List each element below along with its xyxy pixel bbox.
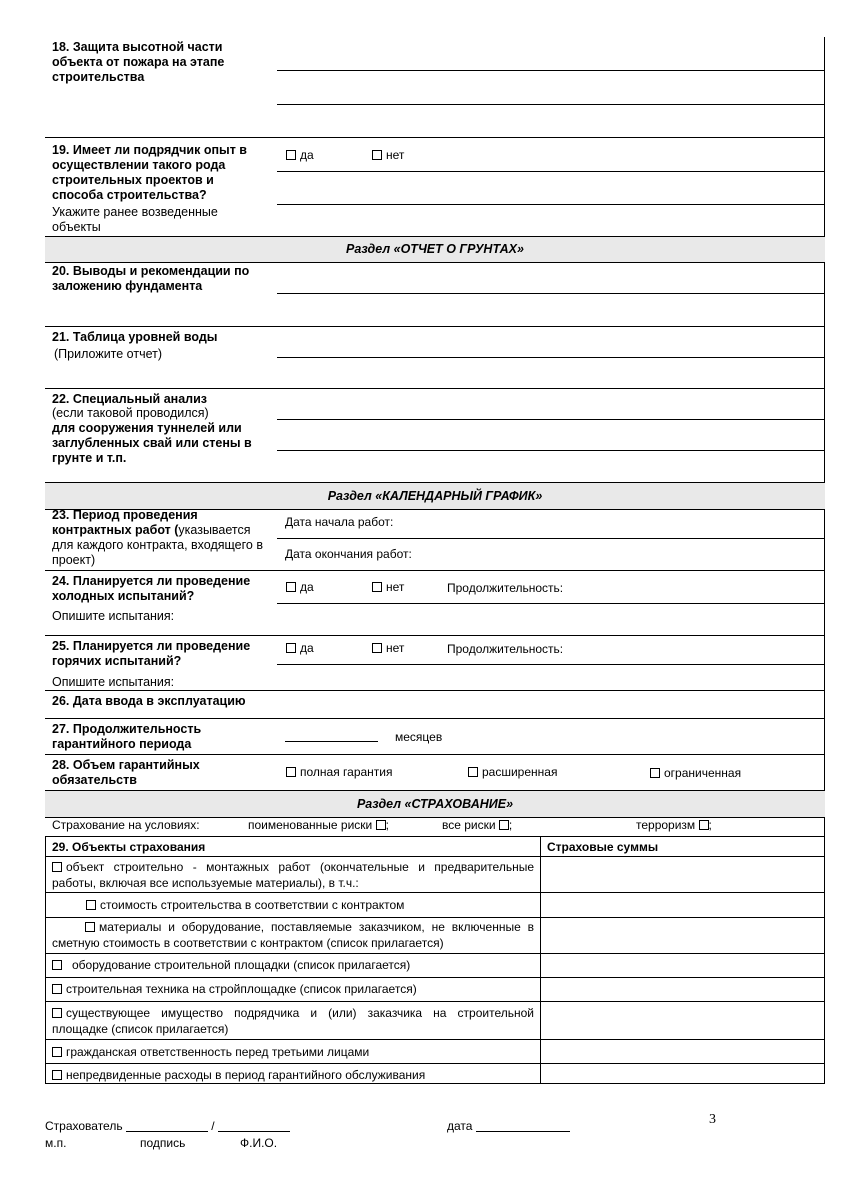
q22-title: 22. Специальный анализ xyxy=(52,392,207,406)
q19-title: 19. Имеет ли подрядчик опыт в осуществлении такого рода строительных проектов и способа строительства? xyxy=(52,143,247,202)
q27-answer-blank[interactable] xyxy=(285,741,378,742)
checkbox-icon[interactable] xyxy=(372,643,382,653)
checkbox-icon[interactable] xyxy=(86,900,96,910)
q23-divider xyxy=(277,538,824,539)
q24-title: 24. Планируется ли проведение холодных испытаний? xyxy=(52,574,251,603)
terms-all-risks[interactable]: все риски ; xyxy=(442,818,513,832)
row-divider xyxy=(45,690,824,691)
q27-unit: месяцев xyxy=(395,730,443,744)
q18-answer-line-2[interactable] xyxy=(277,104,824,105)
table-row[interactable]: непредвиденные расходы в период гарантийного обслуживания xyxy=(52,1067,534,1083)
table-row-divider xyxy=(45,977,825,978)
table-row[interactable]: материалы и оборудование, поставляемые заказчиком, не включенные в сметную стоимость в соответствии с контрактом (список прилагается) xyxy=(52,920,534,950)
checkbox-icon[interactable] xyxy=(286,150,296,160)
checkbox-icon[interactable] xyxy=(85,922,95,932)
terms-named-risks[interactable]: поименованные риски ; xyxy=(248,818,389,832)
table-row-divider xyxy=(45,1001,825,1002)
q21-sub: (Приложите отчет) xyxy=(54,347,163,361)
q26-title: 26. Дата ввода в эксплуатацию xyxy=(52,694,246,708)
q29-title: 29. Объекты страхования xyxy=(52,840,206,854)
q21-title: 21. Таблица уровней воды xyxy=(52,330,218,344)
q21-answer-line-1[interactable] xyxy=(277,357,824,358)
date-blank[interactable] xyxy=(476,1120,570,1132)
row-divider xyxy=(45,718,824,719)
checkbox-icon[interactable] xyxy=(52,1008,62,1018)
q24-sub: Опишите испытания: xyxy=(52,609,175,623)
row-divider xyxy=(45,635,824,636)
footer-date: дата xyxy=(447,1119,570,1134)
checkbox-icon[interactable] xyxy=(372,150,382,160)
table-row-divider xyxy=(45,1039,825,1040)
table-row-divider xyxy=(45,917,825,918)
checkbox-icon[interactable] xyxy=(699,820,709,830)
q25-sub: Опишите испытания: xyxy=(52,675,175,689)
table-row[interactable]: существующее имущество подрядчика и (или) заказчика на строительной площадке (список прилагается) xyxy=(52,1006,534,1036)
q25-no-option[interactable]: нет xyxy=(372,641,404,656)
checkbox-icon[interactable] xyxy=(376,820,386,830)
q19-no-option[interactable]: нет xyxy=(372,148,404,163)
table-row[interactable]: строительная техника на стройплощадке (список прилагается) xyxy=(52,981,534,997)
footer-sign-caption: подпись xyxy=(140,1136,186,1150)
q25-title: 25. Планируется ли проведение горячих испытаний? xyxy=(52,639,251,668)
row-divider xyxy=(45,137,824,138)
q29-col2-header: Страховые суммы xyxy=(547,840,659,854)
checkbox-icon[interactable] xyxy=(52,1047,62,1057)
row-divider xyxy=(45,388,824,389)
table-row-divider xyxy=(45,892,825,893)
q22-answer-line-1[interactable] xyxy=(277,419,824,420)
table-row[interactable]: объект строительно - монтажных работ (окончательные и предварительные работы, включая все используемые материалы), в т.ч.: xyxy=(52,860,534,890)
checkbox-icon[interactable] xyxy=(52,862,62,872)
row-divider xyxy=(45,754,824,755)
q24-duration-label: Продолжительность: xyxy=(447,581,564,595)
checkbox-icon[interactable] xyxy=(650,768,660,778)
q23-start-label: Дата начала работ: xyxy=(285,515,394,529)
q28-extended-option[interactable]: расширенная xyxy=(468,765,557,780)
page-number: 3 xyxy=(709,1112,716,1127)
table-row-divider xyxy=(45,953,825,954)
checkbox-icon[interactable] xyxy=(468,767,478,777)
checkbox-icon[interactable] xyxy=(286,582,296,592)
q25-yes-option[interactable]: да xyxy=(286,641,314,656)
table-row-divider xyxy=(45,856,825,857)
q23-title: 23. Период проведения контрактных работ (указывается для каждого контракта, входящего в проект) xyxy=(52,508,263,567)
footer-fio-caption: Ф.И.О. xyxy=(240,1136,278,1150)
checkbox-icon[interactable] xyxy=(499,820,509,830)
section-insurance-header: Раздел «СТРАХОВАНИЕ» xyxy=(45,791,825,817)
q19-answer-line-1[interactable] xyxy=(277,171,824,172)
q24-answer-line[interactable] xyxy=(277,603,824,604)
checkbox-icon[interactable] xyxy=(52,984,62,994)
row-divider xyxy=(45,570,824,571)
checkbox-icon[interactable] xyxy=(372,582,382,592)
q28-full-option[interactable]: полная гарантия xyxy=(286,765,393,780)
checkbox-icon[interactable] xyxy=(286,767,296,777)
q25-answer-line[interactable] xyxy=(277,664,824,665)
q25-duration-label: Продолжительность: xyxy=(447,642,564,656)
q23-end-label: Дата окончания работ: xyxy=(285,547,412,561)
q22-sub: (если таковой проводился) xyxy=(52,406,209,420)
table-row[interactable]: оборудование строительной площадки (список прилагается) xyxy=(52,957,534,973)
table-row-divider xyxy=(45,1063,825,1064)
q18-title: 18. Защита высотной части объекта от пожара на этапе строительства xyxy=(52,40,225,84)
footer-mp: м.п. xyxy=(45,1136,67,1150)
q28-title: 28. Объем гарантийных обязательств xyxy=(52,758,200,787)
fio-blank[interactable] xyxy=(218,1120,290,1132)
q24-no-option[interactable]: нет xyxy=(372,580,404,595)
footer-insurer-line: Страхователь / xyxy=(45,1119,290,1134)
q20-title: 20. Выводы и рекомендации по заложению фундамента xyxy=(52,264,250,293)
section-schedule-header: Раздел «КАЛЕНДАРНЫЙ ГРАФИК» xyxy=(45,483,825,509)
checkbox-icon[interactable] xyxy=(52,1070,62,1080)
q18-answer-line-1[interactable] xyxy=(277,70,824,71)
signature-blank[interactable] xyxy=(126,1120,208,1132)
q24-yes-option[interactable]: да xyxy=(286,580,314,595)
q19-sub: Укажите ранее возведенные объекты xyxy=(52,205,218,234)
table-row[interactable]: стоимость строительства в соответствии с контрактом xyxy=(86,897,534,913)
terms-terrorism[interactable]: терроризм ; xyxy=(636,818,712,832)
row-divider xyxy=(45,326,824,327)
q22-title2: для сооружения туннелей или заглубленных свай или стены в грунте и т.п. xyxy=(52,421,252,465)
q19-yes-option[interactable]: да xyxy=(286,148,314,163)
q27-title: 27. Продолжительность гарантийного периода xyxy=(52,722,202,751)
checkbox-icon[interactable] xyxy=(52,960,62,970)
section-soil-header: Раздел «ОТЧЕТ О ГРУНТАХ» xyxy=(45,237,825,262)
q22-answer-line-2[interactable] xyxy=(277,450,824,451)
table-row[interactable]: гражданская ответственность перед третьими лицами xyxy=(52,1044,534,1060)
q19-answer-line-2[interactable] xyxy=(277,204,824,205)
q28-limited-option[interactable]: ограниченная xyxy=(650,766,741,781)
q20-answer-line-1[interactable] xyxy=(277,293,824,294)
checkbox-icon[interactable] xyxy=(286,643,296,653)
frame-right xyxy=(824,37,825,838)
row-divider xyxy=(45,262,824,263)
table-column-divider xyxy=(540,836,541,1084)
terms-label: Страхование на условиях: xyxy=(52,818,200,832)
